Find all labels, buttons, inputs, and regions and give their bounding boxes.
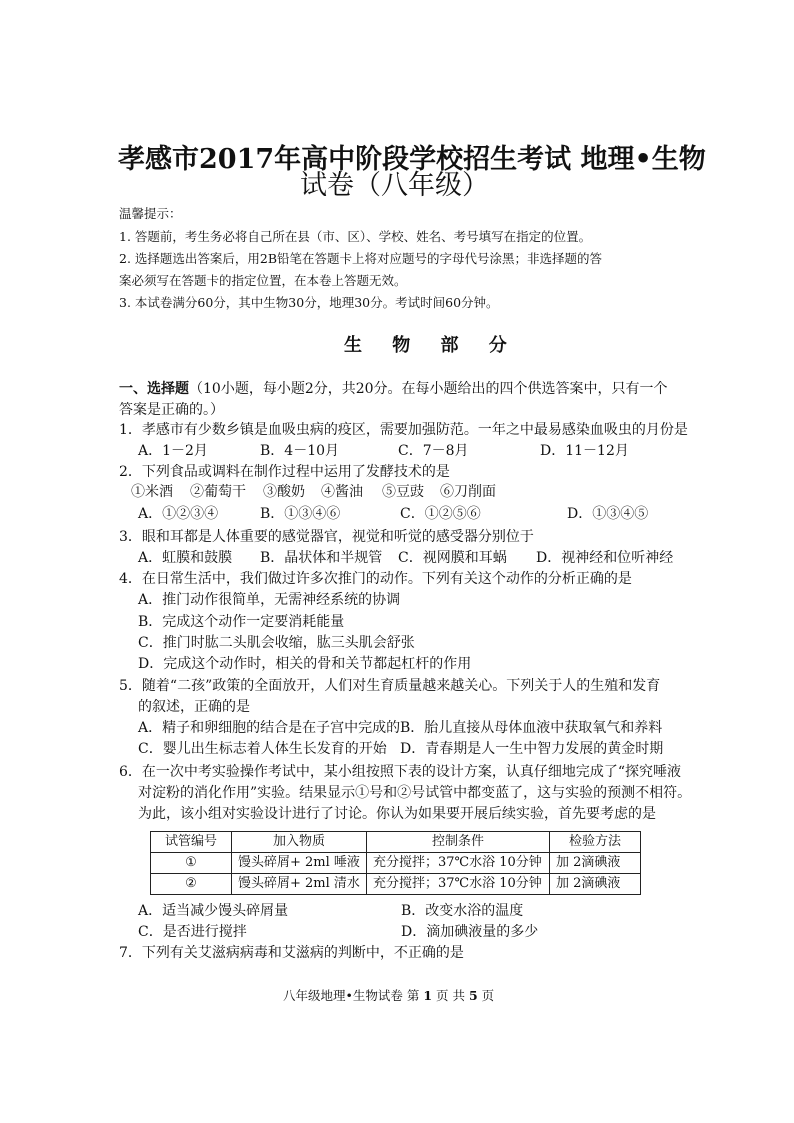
question-6-stem: 6．在一次中考实验操作考试中，某小组按照下表的设计方案，认真仔细地完成了“探究唾液: [119, 764, 682, 780]
question-4-stem: 4．在日常生活中，我们做过许多次推门的动作。下列有关这个动作的分析正确的是: [119, 571, 632, 587]
q2-option-a: A．①②③④: [138, 506, 219, 522]
question-7-stem: 7．下列有关艾滋病病毒和艾滋病的判断中，不正确的是: [119, 945, 464, 961]
q2-item: ①米酒: [131, 484, 173, 500]
q1-option-a: A．1－2月: [138, 443, 208, 459]
table-cell: 馒头碎屑+ 2ml 唾液: [232, 853, 367, 874]
q4-option-d: D．完成这个动作时，相关的骨和关节都起杠杆的作用: [138, 656, 472, 672]
question-6-stem-line2: 对淀粉的消化作用”实验。结果显示①号和②号试管中都变蓝了，这与实验的预测不相符。: [138, 785, 692, 801]
q5-option-d: D．青春期是人一生中智力发展的黄金时期: [400, 741, 664, 757]
notice-item: 2. 选择题选出答案后，用2B铅笔在答题卡上将对应题号的字母代号涂黑；非选择题的答: [119, 251, 603, 266]
q1-option-d: D．11－12月: [540, 443, 629, 459]
q3-option-d: D．视神经和位听神经: [536, 550, 674, 566]
question-6-stem-line3: 为此，该小组对实验设计进行了讨论。你认为如果要开展后续实验，首先要考虑的是: [138, 806, 656, 822]
q3-option-a: A．虹膜和鼓膜: [138, 550, 233, 566]
notice-heading: 温馨提示：: [119, 206, 182, 221]
table-cell: ②: [151, 874, 232, 895]
table-cell: 充分搅拌；37℃水浴 10分钟: [367, 874, 550, 895]
q3-option-c: C．视网膜和耳蜗: [398, 550, 507, 566]
footer-mid: 页 共: [432, 988, 469, 1003]
question-1-stem: 1．孝感市有少数乡镇是血吸虫病的疫区，需要加强防范。一年之中最易感染血吸虫的月份是: [119, 422, 688, 438]
table-cell: 加 2滴碘液: [550, 853, 641, 874]
section-title: 生 物 部 分: [344, 335, 519, 356]
q6-option-b: B．改变水浴的温度: [401, 903, 524, 919]
q5-option-a: A．精子和卵细胞的结合是在子宫中完成的: [138, 720, 401, 736]
part-heading-label: 一、选择题: [119, 381, 189, 397]
question-3-stem: 3．眼和耳都是人体重要的感觉器官，视觉和听觉的感受器分别位于: [119, 529, 534, 545]
part-heading: [119, 379, 668, 399]
q2-item: ②葡萄干: [190, 484, 246, 500]
table-cell: ①: [151, 853, 232, 874]
q2-item: ⑤豆豉: [382, 484, 424, 500]
q1-option-b: B．4－10月: [260, 443, 340, 459]
table-cell: 加 2滴碘液: [550, 874, 641, 895]
q2-item: ⑥刀削面: [440, 484, 496, 500]
question-5-stem-line2: 的叙述，正确的是: [138, 699, 250, 715]
exam-subtitle: 试卷（八年级）: [300, 170, 489, 201]
table-cell: 馒头碎屑+ 2ml 清水: [232, 874, 367, 895]
table-header: 控制条件: [367, 832, 550, 853]
q6-option-a: A．适当减少馒头碎屑量: [138, 903, 289, 919]
experiment-table: [150, 831, 641, 895]
q6-option-c: C．是否进行搅拌: [138, 924, 247, 940]
footer-prefix: 八年级地理•生物试卷 第: [283, 988, 424, 1003]
q4-option-a: A．推门动作很简单，无需神经系统的协调: [138, 592, 401, 608]
table-row: [151, 874, 641, 895]
q3-option-b: B．晶状体和半规管: [260, 550, 383, 566]
q5-option-b: B．胎儿直接从母体血液中获取氧气和养料: [400, 720, 663, 736]
q6-option-d: D．滴加碘液量的多少: [401, 924, 539, 940]
table-header: 加入物质: [232, 832, 367, 853]
q5-option-c: C．婴儿出生标志着人体生长发育的开始: [138, 741, 387, 757]
table-header: 试管编号: [151, 832, 232, 853]
table-cell: 充分搅拌；37℃水浴 10分钟: [367, 853, 550, 874]
footer-suffix: 页: [477, 988, 495, 1003]
table-header: 检验方法: [550, 832, 641, 853]
q2-item: ③酸奶: [263, 484, 305, 500]
footer-total-pages: 5: [468, 988, 478, 1003]
table-row: [151, 853, 641, 874]
q2-option-b: B．①③④⑥: [260, 506, 341, 522]
question-2-stem: 2．下列食品或调料在制作过程中运用了发酵技术的是: [119, 464, 450, 480]
q4-option-c: C．推门时肱二头肌会收缩，肱三头肌会舒张: [138, 635, 415, 651]
part-heading-line2: 答案是正确的。）: [119, 402, 224, 418]
q1-option-c: C．7－8月: [398, 443, 469, 459]
page-footer: [283, 986, 494, 1004]
part-heading-text: （10小题，每小题2分，共20分。在每小题给出的四个供选答案中，只有一个: [189, 381, 668, 397]
table-header-row: [151, 832, 641, 853]
q2-option-c: C．①②⑤⑥: [400, 506, 481, 522]
q2-item: ④酱油: [321, 484, 363, 500]
notice-item: 1. 答题前，考生务必将自己所在县（市、区）、学校、姓名、考号填写在指定的位置。: [119, 229, 592, 244]
notice-item: 3. 本试卷满分60分，其中生物30分，地理30分。考试时间60分钟。: [119, 295, 499, 310]
q4-option-b: B．完成这个动作一定要消耗能量: [138, 614, 345, 630]
exam-title: 孝感市2017年高中阶段学校招生考试 地理•生物: [118, 144, 706, 175]
notice-item: 案必须写在答题卡的指定位置，在本卷上答题无效。: [119, 273, 407, 288]
q2-option-d: D．①③④⑤: [567, 506, 649, 522]
footer-page-number: 1: [423, 988, 433, 1003]
question-5-stem: 5．随着“二孩”政策的全面放开，人们对生育质量越来越关心。下列关于人的生殖和发育: [119, 678, 661, 694]
